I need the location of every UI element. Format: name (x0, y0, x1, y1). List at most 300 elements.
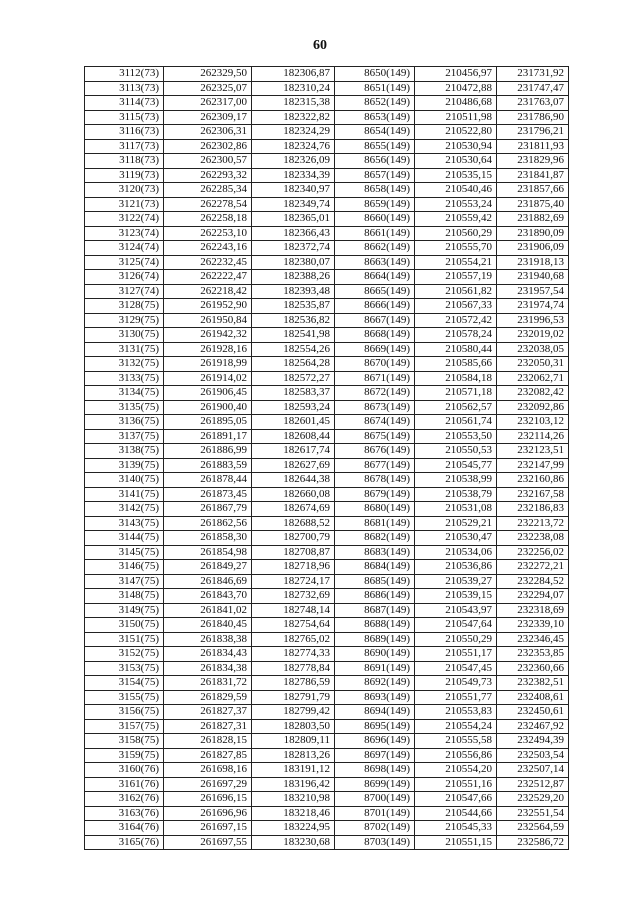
point-id-cell-right: 8668(149) (335, 328, 415, 343)
table-row (85, 154, 569, 169)
x-coordinate-cell-left: 262285,34 (164, 183, 252, 198)
table-row (85, 516, 569, 531)
x-coordinate-cell-left: 261827,85 (164, 748, 252, 763)
y-coordinate-cell-left: 182724,17 (252, 574, 335, 589)
point-id-cell-left: 3151(75) (85, 632, 164, 647)
x-coordinate-cell-right: 210559,42 (415, 212, 497, 227)
point-id-cell-left: 3133(75) (85, 371, 164, 386)
point-id-cell-right: 8693(149) (335, 690, 415, 705)
y-coordinate-cell-right: 232586,72 (497, 835, 569, 850)
x-coordinate-cell-left: 262325,07 (164, 81, 252, 96)
y-coordinate-cell-right: 231763,07 (497, 96, 569, 111)
y-coordinate-cell-left: 182754,64 (252, 618, 335, 633)
x-coordinate-cell-right: 210530,47 (415, 531, 497, 546)
y-coordinate-cell-right: 231857,66 (497, 183, 569, 198)
point-id-cell-right: 8660(149) (335, 212, 415, 227)
x-coordinate-cell-left: 261891,17 (164, 429, 252, 444)
x-coordinate-cell-right: 210554,20 (415, 763, 497, 778)
table-row (85, 531, 569, 546)
point-id-cell-right: 8689(149) (335, 632, 415, 647)
x-coordinate-cell-left: 261878,44 (164, 473, 252, 488)
x-coordinate-cell-right: 210554,21 (415, 255, 497, 270)
point-id-cell-right: 8661(149) (335, 226, 415, 241)
point-id-cell-left: 3124(74) (85, 241, 164, 256)
x-coordinate-cell-left: 262243,16 (164, 241, 252, 256)
y-coordinate-cell-left: 182583,37 (252, 386, 335, 401)
x-coordinate-cell-right: 210572,42 (415, 313, 497, 328)
table-row (85, 545, 569, 560)
point-id-cell-right: 8684(149) (335, 560, 415, 575)
x-coordinate-cell-left: 261873,45 (164, 487, 252, 502)
table-row (85, 386, 569, 401)
point-id-cell-right: 8682(149) (335, 531, 415, 546)
y-coordinate-cell-left: 182334,39 (252, 168, 335, 183)
y-coordinate-cell-left: 182372,74 (252, 241, 335, 256)
point-id-cell-left: 3126(74) (85, 270, 164, 285)
x-coordinate-cell-right: 210543,97 (415, 603, 497, 618)
point-id-cell-right: 8665(149) (335, 284, 415, 299)
y-coordinate-cell-left: 182393,48 (252, 284, 335, 299)
point-id-cell-right: 8655(149) (335, 139, 415, 154)
x-coordinate-cell-right: 210538,79 (415, 487, 497, 502)
point-id-cell-left: 3135(75) (85, 400, 164, 415)
x-coordinate-cell-left: 261828,15 (164, 734, 252, 749)
x-coordinate-cell-left: 261918,99 (164, 357, 252, 372)
table-row (85, 560, 569, 575)
table-row (85, 473, 569, 488)
y-coordinate-cell-right: 232450,61 (497, 705, 569, 720)
y-coordinate-cell-right: 232114,26 (497, 429, 569, 444)
x-coordinate-cell-right: 210557,19 (415, 270, 497, 285)
table-row (85, 487, 569, 502)
x-coordinate-cell-right: 210551,15 (415, 835, 497, 850)
y-coordinate-cell-right: 232123,51 (497, 444, 569, 459)
x-coordinate-cell-left: 262302,86 (164, 139, 252, 154)
y-coordinate-cell-right: 232294,07 (497, 589, 569, 604)
x-coordinate-cell-right: 210472,88 (415, 81, 497, 96)
x-coordinate-cell-left: 261914,02 (164, 371, 252, 386)
point-id-cell-left: 3165(76) (85, 835, 164, 850)
table-row (85, 371, 569, 386)
y-coordinate-cell-left: 182572,27 (252, 371, 335, 386)
point-id-cell-right: 8694(149) (335, 705, 415, 720)
point-id-cell-left: 3145(75) (85, 545, 164, 560)
table-row (85, 821, 569, 836)
point-id-cell-left: 3140(75) (85, 473, 164, 488)
x-coordinate-cell-right: 210530,64 (415, 154, 497, 169)
y-coordinate-cell-left: 182813,26 (252, 748, 335, 763)
point-id-cell-left: 3120(73) (85, 183, 164, 198)
y-coordinate-cell-left: 182388,26 (252, 270, 335, 285)
table-row (85, 96, 569, 111)
y-coordinate-cell-left: 182365,01 (252, 212, 335, 227)
point-id-cell-left: 3163(76) (85, 806, 164, 821)
point-id-cell-left: 3115(73) (85, 110, 164, 125)
x-coordinate-cell-left: 261942,32 (164, 328, 252, 343)
x-coordinate-cell-left: 262278,54 (164, 197, 252, 212)
y-coordinate-cell-left: 182786,59 (252, 676, 335, 691)
table-row (85, 139, 569, 154)
table-row (85, 328, 569, 343)
y-coordinate-cell-right: 231890,09 (497, 226, 569, 241)
table-row (85, 241, 569, 256)
y-coordinate-cell-right: 232038,05 (497, 342, 569, 357)
x-coordinate-cell-left: 261846,69 (164, 574, 252, 589)
x-coordinate-cell-left: 261840,45 (164, 618, 252, 633)
y-coordinate-cell-right: 232062,71 (497, 371, 569, 386)
y-coordinate-cell-right: 232353,85 (497, 647, 569, 662)
table-row (85, 110, 569, 125)
y-coordinate-cell-right: 232147,99 (497, 458, 569, 473)
point-id-cell-right: 8664(149) (335, 270, 415, 285)
point-id-cell-right: 8663(149) (335, 255, 415, 270)
x-coordinate-cell-right: 210547,66 (415, 792, 497, 807)
table-row (85, 589, 569, 604)
y-coordinate-cell-left: 182732,69 (252, 589, 335, 604)
point-id-cell-left: 3157(75) (85, 719, 164, 734)
x-coordinate-cell-right: 210571,18 (415, 386, 497, 401)
point-id-cell-left: 3147(75) (85, 574, 164, 589)
x-coordinate-cell-left: 261900,40 (164, 400, 252, 415)
point-id-cell-right: 8666(149) (335, 299, 415, 314)
x-coordinate-cell-right: 210529,21 (415, 516, 497, 531)
point-id-cell-right: 8657(149) (335, 168, 415, 183)
x-coordinate-cell-right: 210580,44 (415, 342, 497, 357)
x-coordinate-cell-right: 210561,82 (415, 284, 497, 299)
y-coordinate-cell-left: 182765,02 (252, 632, 335, 647)
y-coordinate-cell-left: 182809,11 (252, 734, 335, 749)
point-id-cell-right: 8673(149) (335, 400, 415, 415)
point-id-cell-left: 3125(74) (85, 255, 164, 270)
point-id-cell-right: 8662(149) (335, 241, 415, 256)
point-id-cell-right: 8652(149) (335, 96, 415, 111)
table-row (85, 197, 569, 212)
y-coordinate-cell-right: 232408,61 (497, 690, 569, 705)
x-coordinate-cell-left: 261854,98 (164, 545, 252, 560)
table-row (85, 777, 569, 792)
y-coordinate-cell-left: 182778,84 (252, 661, 335, 676)
point-id-cell-right: 8696(149) (335, 734, 415, 749)
point-id-cell-left: 3146(75) (85, 560, 164, 575)
y-coordinate-cell-left: 182535,87 (252, 299, 335, 314)
x-coordinate-cell-right: 210553,24 (415, 197, 497, 212)
x-coordinate-cell-right: 210555,58 (415, 734, 497, 749)
x-coordinate-cell-right: 210547,45 (415, 661, 497, 676)
point-id-cell-left: 3138(75) (85, 444, 164, 459)
table-row (85, 748, 569, 763)
y-coordinate-cell-left: 182617,74 (252, 444, 335, 459)
table-row (85, 226, 569, 241)
point-id-cell-left: 3113(73) (85, 81, 164, 96)
point-id-cell-left: 3128(75) (85, 299, 164, 314)
point-id-cell-right: 8654(149) (335, 125, 415, 140)
y-coordinate-cell-right: 231906,09 (497, 241, 569, 256)
point-id-cell-right: 8683(149) (335, 545, 415, 560)
y-coordinate-cell-right: 232092,86 (497, 400, 569, 415)
y-coordinate-cell-left: 182674,69 (252, 502, 335, 517)
x-coordinate-cell-left: 262232,45 (164, 255, 252, 270)
x-coordinate-cell-left: 261883,59 (164, 458, 252, 473)
table-row (85, 690, 569, 705)
y-coordinate-cell-left: 182306,87 (252, 67, 335, 82)
point-id-cell-left: 3137(75) (85, 429, 164, 444)
y-coordinate-cell-right: 231882,69 (497, 212, 569, 227)
x-coordinate-cell-left: 261829,59 (164, 690, 252, 705)
x-coordinate-cell-right: 210550,29 (415, 632, 497, 647)
point-id-cell-right: 8669(149) (335, 342, 415, 357)
x-coordinate-cell-left: 261834,38 (164, 661, 252, 676)
point-id-cell-left: 3119(73) (85, 168, 164, 183)
y-coordinate-cell-right: 232050,31 (497, 357, 569, 372)
y-coordinate-cell-left: 182593,24 (252, 400, 335, 415)
x-coordinate-cell-left: 261906,45 (164, 386, 252, 401)
y-coordinate-cell-right: 232082,42 (497, 386, 569, 401)
x-coordinate-cell-right: 210549,73 (415, 676, 497, 691)
x-coordinate-cell-right: 210545,33 (415, 821, 497, 836)
point-id-cell-left: 3132(75) (85, 357, 164, 372)
point-id-cell-right: 8659(149) (335, 197, 415, 212)
y-coordinate-cell-left: 182324,76 (252, 139, 335, 154)
table-row (85, 444, 569, 459)
x-coordinate-cell-right: 210547,64 (415, 618, 497, 633)
x-coordinate-cell-left: 261834,43 (164, 647, 252, 662)
y-coordinate-cell-left: 182315,38 (252, 96, 335, 111)
table-row (85, 125, 569, 140)
point-id-cell-right: 8680(149) (335, 502, 415, 517)
y-coordinate-cell-right: 231957,54 (497, 284, 569, 299)
table-row (85, 806, 569, 821)
y-coordinate-cell-left: 182322,82 (252, 110, 335, 125)
y-coordinate-cell-right: 232019,02 (497, 328, 569, 343)
table-row (85, 458, 569, 473)
y-coordinate-cell-right: 232494,39 (497, 734, 569, 749)
point-id-cell-right: 8681(149) (335, 516, 415, 531)
x-coordinate-cell-right: 210553,50 (415, 429, 497, 444)
x-coordinate-cell-left: 261952,90 (164, 299, 252, 314)
y-coordinate-cell-left: 182349,74 (252, 197, 335, 212)
y-coordinate-cell-left: 182324,29 (252, 125, 335, 140)
y-coordinate-cell-left: 183230,68 (252, 835, 335, 850)
point-id-cell-right: 8670(149) (335, 357, 415, 372)
point-id-cell-right: 8677(149) (335, 458, 415, 473)
x-coordinate-cell-right: 210550,53 (415, 444, 497, 459)
point-id-cell-right: 8698(149) (335, 763, 415, 778)
x-coordinate-cell-right: 210511,98 (415, 110, 497, 125)
x-coordinate-cell-left: 262218,42 (164, 284, 252, 299)
y-coordinate-cell-left: 182708,87 (252, 545, 335, 560)
y-coordinate-cell-right: 232512,87 (497, 777, 569, 792)
point-id-cell-left: 3114(73) (85, 96, 164, 111)
table-row (85, 676, 569, 691)
point-id-cell-right: 8691(149) (335, 661, 415, 676)
y-coordinate-cell-left: 182564,28 (252, 357, 335, 372)
point-id-cell-right: 8703(149) (335, 835, 415, 850)
point-id-cell-left: 3160(76) (85, 763, 164, 778)
x-coordinate-cell-right: 210553,83 (415, 705, 497, 720)
y-coordinate-cell-right: 232284,52 (497, 574, 569, 589)
x-coordinate-cell-right: 210551,17 (415, 647, 497, 662)
point-id-cell-left: 3156(75) (85, 705, 164, 720)
point-id-cell-right: 8667(149) (335, 313, 415, 328)
x-coordinate-cell-left: 262306,31 (164, 125, 252, 140)
point-id-cell-left: 3161(76) (85, 777, 164, 792)
table-row (85, 734, 569, 749)
point-id-cell-left: 3159(75) (85, 748, 164, 763)
point-id-cell-left: 3144(75) (85, 531, 164, 546)
x-coordinate-cell-right: 210530,94 (415, 139, 497, 154)
x-coordinate-cell-right: 210486,68 (415, 96, 497, 111)
x-coordinate-cell-right: 210567,33 (415, 299, 497, 314)
y-coordinate-cell-right: 231918,13 (497, 255, 569, 270)
y-coordinate-cell-left: 182791,79 (252, 690, 335, 705)
x-coordinate-cell-left: 262300,57 (164, 154, 252, 169)
point-id-cell-left: 3152(75) (85, 647, 164, 662)
point-id-cell-left: 3154(75) (85, 676, 164, 691)
x-coordinate-cell-right: 210554,24 (415, 719, 497, 734)
x-coordinate-cell-right: 210561,74 (415, 415, 497, 430)
x-coordinate-cell-right: 210562,57 (415, 400, 497, 415)
table-row (85, 661, 569, 676)
x-coordinate-cell-left: 261696,15 (164, 792, 252, 807)
point-id-cell-left: 3118(73) (85, 154, 164, 169)
table-row (85, 574, 569, 589)
point-id-cell-left: 3121(73) (85, 197, 164, 212)
point-id-cell-right: 8699(149) (335, 777, 415, 792)
table-row (85, 429, 569, 444)
x-coordinate-cell-left: 261843,70 (164, 589, 252, 604)
table-row (85, 67, 569, 82)
y-coordinate-cell-right: 231747,47 (497, 81, 569, 96)
x-coordinate-cell-left: 262253,10 (164, 226, 252, 241)
x-coordinate-cell-left: 262317,00 (164, 96, 252, 111)
x-coordinate-cell-right: 210578,24 (415, 328, 497, 343)
table-row (85, 168, 569, 183)
x-coordinate-cell-right: 210544,66 (415, 806, 497, 821)
point-id-cell-left: 3155(75) (85, 690, 164, 705)
point-id-cell-left: 3116(73) (85, 125, 164, 140)
y-coordinate-cell-left: 182608,44 (252, 429, 335, 444)
x-coordinate-cell-left: 261697,55 (164, 835, 252, 850)
x-coordinate-cell-left: 261862,56 (164, 516, 252, 531)
y-coordinate-cell-left: 183218,46 (252, 806, 335, 821)
point-id-cell-right: 8700(149) (335, 792, 415, 807)
y-coordinate-cell-right: 231829,96 (497, 154, 569, 169)
point-id-cell-right: 8671(149) (335, 371, 415, 386)
point-id-cell-left: 3134(75) (85, 386, 164, 401)
y-coordinate-cell-right: 232238,08 (497, 531, 569, 546)
point-id-cell-right: 8701(149) (335, 806, 415, 821)
point-id-cell-left: 3150(75) (85, 618, 164, 633)
point-id-cell-left: 3131(75) (85, 342, 164, 357)
y-coordinate-cell-left: 182803,50 (252, 719, 335, 734)
y-coordinate-cell-right: 231974,74 (497, 299, 569, 314)
table-row (85, 502, 569, 517)
page-number: 60 (313, 38, 327, 53)
point-id-cell-left: 3139(75) (85, 458, 164, 473)
x-coordinate-cell-left: 261838,38 (164, 632, 252, 647)
y-coordinate-cell-right: 232103,12 (497, 415, 569, 430)
point-id-cell-left: 3129(75) (85, 313, 164, 328)
table-row (85, 299, 569, 314)
table-row (85, 705, 569, 720)
y-coordinate-cell-right: 232551,54 (497, 806, 569, 821)
y-coordinate-cell-left: 182554,26 (252, 342, 335, 357)
x-coordinate-cell-left: 262329,50 (164, 67, 252, 82)
y-coordinate-cell-right: 232272,21 (497, 560, 569, 575)
point-id-cell-right: 8658(149) (335, 183, 415, 198)
point-id-cell-left: 3162(76) (85, 792, 164, 807)
table-row (85, 81, 569, 96)
x-coordinate-cell-left: 261895,05 (164, 415, 252, 430)
x-coordinate-cell-right: 210555,70 (415, 241, 497, 256)
coordinates-table (84, 66, 569, 850)
y-coordinate-cell-left: 182366,43 (252, 226, 335, 241)
point-id-cell-right: 8676(149) (335, 444, 415, 459)
x-coordinate-cell-right: 210522,80 (415, 125, 497, 140)
y-coordinate-cell-left: 182718,96 (252, 560, 335, 575)
point-id-cell-right: 8650(149) (335, 67, 415, 82)
x-coordinate-cell-left: 262293,32 (164, 168, 252, 183)
y-coordinate-cell-right: 232256,02 (497, 545, 569, 560)
y-coordinate-cell-right: 232213,72 (497, 516, 569, 531)
y-coordinate-cell-left: 183210,98 (252, 792, 335, 807)
point-id-cell-left: 3148(75) (85, 589, 164, 604)
x-coordinate-cell-right: 210556,86 (415, 748, 497, 763)
y-coordinate-cell-left: 183196,42 (252, 777, 335, 792)
table-row (85, 719, 569, 734)
y-coordinate-cell-right: 232503,54 (497, 748, 569, 763)
point-id-cell-left: 3143(75) (85, 516, 164, 531)
table-row (85, 183, 569, 198)
point-id-cell-right: 8690(149) (335, 647, 415, 662)
point-id-cell-right: 8685(149) (335, 574, 415, 589)
y-coordinate-cell-right: 232339,10 (497, 618, 569, 633)
point-id-cell-right: 8687(149) (335, 603, 415, 618)
x-coordinate-cell-right: 210536,86 (415, 560, 497, 575)
point-id-cell-left: 3122(74) (85, 212, 164, 227)
point-id-cell-right: 8675(149) (335, 429, 415, 444)
x-coordinate-cell-left: 261698,16 (164, 763, 252, 778)
x-coordinate-cell-right: 210551,16 (415, 777, 497, 792)
x-coordinate-cell-left: 261867,79 (164, 502, 252, 517)
table-row (85, 792, 569, 807)
table-row (85, 835, 569, 850)
table-row (85, 647, 569, 662)
x-coordinate-cell-right: 210545,77 (415, 458, 497, 473)
table-row (85, 357, 569, 372)
point-id-cell-right: 8653(149) (335, 110, 415, 125)
y-coordinate-cell-right: 231875,40 (497, 197, 569, 212)
point-id-cell-right: 8674(149) (335, 415, 415, 430)
y-coordinate-cell-left: 182644,38 (252, 473, 335, 488)
y-coordinate-cell-right: 232160,86 (497, 473, 569, 488)
point-id-cell-right: 8686(149) (335, 589, 415, 604)
x-coordinate-cell-left: 261696,96 (164, 806, 252, 821)
table-row (85, 618, 569, 633)
x-coordinate-cell-left: 261697,15 (164, 821, 252, 836)
x-coordinate-cell-left: 261831,72 (164, 676, 252, 691)
x-coordinate-cell-right: 210584,18 (415, 371, 497, 386)
point-id-cell-right: 8651(149) (335, 81, 415, 96)
y-coordinate-cell-right: 232186,83 (497, 502, 569, 517)
x-coordinate-cell-left: 261841,02 (164, 603, 252, 618)
y-coordinate-cell-right: 232507,14 (497, 763, 569, 778)
point-id-cell-left: 3164(76) (85, 821, 164, 836)
x-coordinate-cell-left: 262309,17 (164, 110, 252, 125)
point-id-cell-left: 3149(75) (85, 603, 164, 618)
y-coordinate-cell-right: 232564,59 (497, 821, 569, 836)
table-row (85, 284, 569, 299)
